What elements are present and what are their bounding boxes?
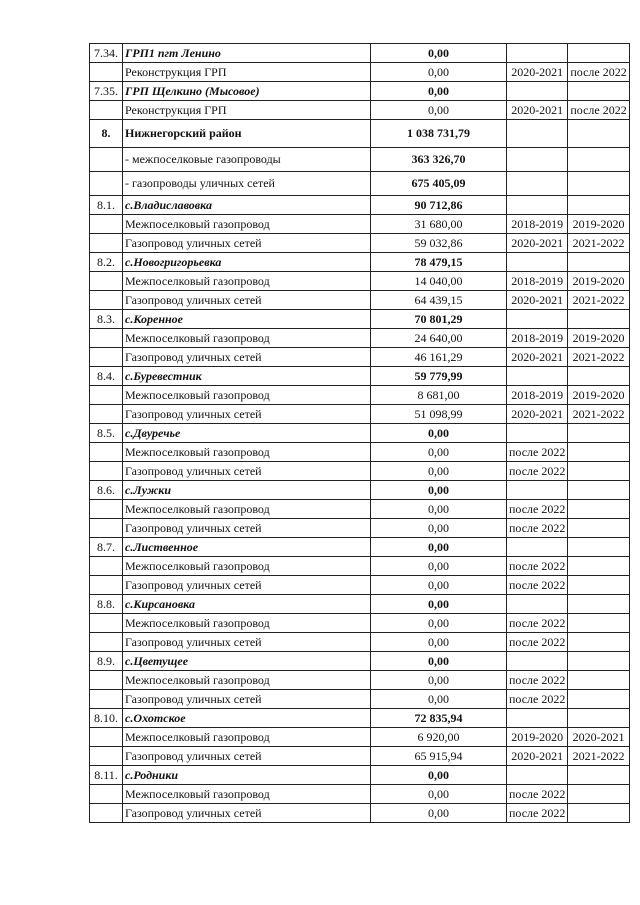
amount-cell: 0,00	[371, 614, 507, 633]
amount-cell: 0,00	[371, 785, 507, 804]
row-number-cell: 8.9.	[90, 652, 123, 671]
end-period-cell	[568, 652, 629, 671]
row-number-cell	[90, 728, 123, 747]
amount-cell: 24 640,00	[371, 329, 507, 348]
amount-cell: 0,00	[371, 804, 507, 823]
row-number-cell: 8.11.	[90, 766, 123, 785]
table-row	[90, 101, 630, 120]
row-number-cell: 8.	[90, 120, 123, 148]
start-period-cell: 2020-2021	[507, 234, 568, 253]
table-row	[90, 405, 630, 424]
row-number-cell: 8.5.	[90, 424, 123, 443]
item-name-cell: ГРП1 пгт Ленино	[123, 44, 371, 63]
start-period-cell	[507, 82, 568, 101]
item-name-cell: Реконструкция ГРП	[123, 63, 371, 82]
item-name-cell: Межпоселковый газопровод	[123, 215, 371, 234]
amount-cell: 72 835,94	[371, 709, 507, 728]
end-period-cell: 2021-2022	[568, 291, 629, 310]
start-period-cell: 2020-2021	[507, 747, 568, 766]
section-row	[90, 424, 630, 443]
amount-cell: 0,00	[371, 671, 507, 690]
amount-cell: 0,00	[371, 500, 507, 519]
row-number-cell: 8.10.	[90, 709, 123, 728]
table-row	[90, 443, 630, 462]
item-name-cell: - межпоселковые газопроводы	[123, 148, 371, 172]
end-period-cell	[568, 443, 629, 462]
amount-cell: 51 098,99	[371, 405, 507, 424]
item-name-cell: Межпоселковый газопровод	[123, 386, 371, 405]
row-number-cell	[90, 671, 123, 690]
table-row	[90, 215, 630, 234]
end-period-cell	[568, 82, 629, 101]
start-period-cell: после 2022	[507, 614, 568, 633]
amount-cell: 0,00	[371, 690, 507, 709]
amount-cell: 14 040,00	[371, 272, 507, 291]
row-number-cell	[90, 272, 123, 291]
end-period-cell: 2021-2022	[568, 405, 629, 424]
amount-cell: 0,00	[371, 481, 507, 500]
amount-cell: 0,00	[371, 101, 507, 120]
amount-cell: 90 712,86	[371, 196, 507, 215]
table-row	[90, 500, 630, 519]
start-period-cell	[507, 538, 568, 557]
end-period-cell	[568, 557, 629, 576]
end-period-cell	[568, 148, 629, 172]
row-number-cell	[90, 576, 123, 595]
table-row	[90, 172, 630, 196]
amount-cell: 59 779,99	[371, 367, 507, 386]
item-name-cell: Газопровод уличных сетей	[123, 462, 371, 481]
table-row	[90, 63, 630, 82]
amount-cell: 0,00	[371, 576, 507, 595]
amount-cell: 0,00	[371, 766, 507, 785]
row-number-cell: 7.35.	[90, 82, 123, 101]
start-period-cell	[507, 120, 568, 148]
row-number-cell	[90, 557, 123, 576]
table-row	[90, 747, 630, 766]
end-period-cell	[568, 172, 629, 196]
start-period-cell	[507, 481, 568, 500]
row-number-cell: 8.7.	[90, 538, 123, 557]
section-row	[90, 481, 630, 500]
end-period-cell	[568, 633, 629, 652]
item-name-cell: с.Кирсановка	[123, 595, 371, 614]
start-period-cell: после 2022	[507, 671, 568, 690]
end-period-cell: 2021-2022	[568, 348, 629, 367]
end-period-cell	[568, 310, 629, 329]
start-period-cell	[507, 595, 568, 614]
table-row	[90, 148, 630, 172]
item-name-cell: Межпоселковый газопровод	[123, 443, 371, 462]
item-name-cell: Газопровод уличных сетей	[123, 690, 371, 709]
row-number-cell	[90, 386, 123, 405]
start-period-cell: после 2022	[507, 804, 568, 823]
amount-cell: 65 915,94	[371, 747, 507, 766]
amount-cell: 78 479,15	[371, 253, 507, 272]
row-number-cell: 8.3.	[90, 310, 123, 329]
end-period-cell	[568, 481, 629, 500]
start-period-cell: после 2022	[507, 576, 568, 595]
row-number-cell: 8.8.	[90, 595, 123, 614]
end-period-cell	[568, 709, 629, 728]
item-name-cell: Межпоселковый газопровод	[123, 785, 371, 804]
end-period-cell: 2019-2020	[568, 215, 629, 234]
end-period-cell: 2019-2020	[568, 329, 629, 348]
item-name-cell: Газопровод уличных сетей	[123, 348, 371, 367]
start-period-cell	[507, 310, 568, 329]
row-number-cell	[90, 614, 123, 633]
table-row	[90, 348, 630, 367]
row-number-cell	[90, 747, 123, 766]
start-period-cell: 2020-2021	[507, 291, 568, 310]
row-number-cell	[90, 690, 123, 709]
end-period-cell	[568, 538, 629, 557]
start-period-cell	[507, 172, 568, 196]
item-name-cell: Газопровод уличных сетей	[123, 804, 371, 823]
end-period-cell: после 2022	[568, 101, 629, 120]
item-name-cell: Газопровод уличных сетей	[123, 234, 371, 253]
item-name-cell: - газопроводы уличных сетей	[123, 172, 371, 196]
row-number-cell	[90, 348, 123, 367]
end-period-cell: 2019-2020	[568, 386, 629, 405]
section-row	[90, 652, 630, 671]
item-name-cell: с.Цветущее	[123, 652, 371, 671]
start-period-cell: после 2022	[507, 519, 568, 538]
start-period-cell: после 2022	[507, 500, 568, 519]
row-number-cell	[90, 500, 123, 519]
start-period-cell: после 2022	[507, 690, 568, 709]
start-period-cell: 2020-2021	[507, 101, 568, 120]
section-row	[90, 196, 630, 215]
item-name-cell: с.Охотское	[123, 709, 371, 728]
row-number-cell	[90, 291, 123, 310]
amount-cell: 0,00	[371, 519, 507, 538]
end-period-cell: 2021-2022	[568, 747, 629, 766]
section-row	[90, 538, 630, 557]
start-period-cell: 2020-2021	[507, 348, 568, 367]
end-period-cell: после 2022	[568, 63, 629, 82]
amount-cell: 0,00	[371, 652, 507, 671]
row-number-cell	[90, 405, 123, 424]
item-name-cell: Межпоселковый газопровод	[123, 500, 371, 519]
item-name-cell: Межпоселковый газопровод	[123, 557, 371, 576]
start-period-cell: 2018-2019	[507, 386, 568, 405]
item-name-cell: Нижнегорский район	[123, 120, 371, 148]
table-row	[90, 804, 630, 823]
row-number-cell: 8.4.	[90, 367, 123, 386]
table-row	[90, 234, 630, 253]
end-period-cell	[568, 120, 629, 148]
start-period-cell	[507, 196, 568, 215]
amount-cell: 0,00	[371, 462, 507, 481]
end-period-cell	[568, 367, 629, 386]
item-name-cell: Газопровод уличных сетей	[123, 747, 371, 766]
item-name-cell: Межпоселковый газопровод	[123, 671, 371, 690]
start-period-cell: после 2022	[507, 462, 568, 481]
start-period-cell: 2019-2020	[507, 728, 568, 747]
row-number-cell	[90, 519, 123, 538]
amount-cell: 0,00	[371, 595, 507, 614]
amount-cell: 8 681,00	[371, 386, 507, 405]
amount-cell: 31 680,00	[371, 215, 507, 234]
amount-cell: 0,00	[371, 557, 507, 576]
start-period-cell: 2018-2019	[507, 272, 568, 291]
row-number-cell	[90, 234, 123, 253]
item-name-cell: с.Буревестник	[123, 367, 371, 386]
row-number-cell	[90, 443, 123, 462]
section-row	[90, 82, 630, 101]
end-period-cell	[568, 804, 629, 823]
row-number-cell: 8.6.	[90, 481, 123, 500]
amount-cell: 70 801,29	[371, 310, 507, 329]
table-row	[90, 291, 630, 310]
start-period-cell: 2018-2019	[507, 329, 568, 348]
end-period-cell	[568, 253, 629, 272]
gas-pipeline-table	[89, 43, 630, 823]
table-body	[90, 44, 630, 823]
amount-cell: 64 439,15	[371, 291, 507, 310]
row-number-cell: 8.1.	[90, 196, 123, 215]
start-period-cell: после 2022	[507, 785, 568, 804]
row-number-cell	[90, 63, 123, 82]
table-row	[90, 633, 630, 652]
row-number-cell	[90, 804, 123, 823]
table-row	[90, 557, 630, 576]
item-name-cell: с.Владиславовка	[123, 196, 371, 215]
amount-cell: 0,00	[371, 538, 507, 557]
end-period-cell	[568, 519, 629, 538]
end-period-cell: 2020-2021	[568, 728, 629, 747]
item-name-cell: с.Двуречье	[123, 424, 371, 443]
item-name-cell: с.Лужки	[123, 481, 371, 500]
row-number-cell	[90, 172, 123, 196]
row-number-cell	[90, 462, 123, 481]
row-number-cell	[90, 148, 123, 172]
item-name-cell: Газопровод уличных сетей	[123, 291, 371, 310]
amount-cell: 46 161,29	[371, 348, 507, 367]
end-period-cell	[568, 785, 629, 804]
row-number-cell	[90, 329, 123, 348]
table-row	[90, 614, 630, 633]
table-row	[90, 576, 630, 595]
section-row	[90, 595, 630, 614]
item-name-cell: Межпоселковый газопровод	[123, 329, 371, 348]
start-period-cell: 2018-2019	[507, 215, 568, 234]
start-period-cell	[507, 253, 568, 272]
start-period-cell	[507, 424, 568, 443]
section-row	[90, 310, 630, 329]
table-row	[90, 462, 630, 481]
start-period-cell: 2020-2021	[507, 405, 568, 424]
amount-cell: 0,00	[371, 63, 507, 82]
row-number-cell	[90, 215, 123, 234]
row-number-cell: 8.2.	[90, 253, 123, 272]
amount-cell: 59 032,86	[371, 234, 507, 253]
item-name-cell: ГРП Щелкино (Мысовое)	[123, 82, 371, 101]
item-name-cell: Межпоселковый газопровод	[123, 272, 371, 291]
end-period-cell	[568, 44, 629, 63]
start-period-cell: после 2022	[507, 557, 568, 576]
item-name-cell: Межпоселковый газопровод	[123, 614, 371, 633]
end-period-cell	[568, 196, 629, 215]
section-row	[90, 120, 630, 148]
end-period-cell	[568, 766, 629, 785]
item-name-cell: Газопровод уличных сетей	[123, 519, 371, 538]
end-period-cell	[568, 595, 629, 614]
start-period-cell	[507, 709, 568, 728]
end-period-cell	[568, 614, 629, 633]
table-row	[90, 671, 630, 690]
amount-cell: 0,00	[371, 443, 507, 462]
row-number-cell	[90, 633, 123, 652]
row-number-cell	[90, 101, 123, 120]
end-period-cell	[568, 576, 629, 595]
start-period-cell	[507, 367, 568, 386]
end-period-cell: 2021-2022	[568, 234, 629, 253]
amount-cell: 0,00	[371, 44, 507, 63]
section-row	[90, 44, 630, 63]
row-number-cell: 7.34.	[90, 44, 123, 63]
amount-cell: 0,00	[371, 82, 507, 101]
item-name-cell: с.Коренное	[123, 310, 371, 329]
item-name-cell: с.Лиственное	[123, 538, 371, 557]
start-period-cell	[507, 148, 568, 172]
end-period-cell	[568, 462, 629, 481]
amount-cell: 0,00	[371, 424, 507, 443]
amount-cell: 1 038 731,79	[371, 120, 507, 148]
end-period-cell: 2019-2020	[568, 272, 629, 291]
start-period-cell: после 2022	[507, 633, 568, 652]
item-name-cell: Реконструкция ГРП	[123, 101, 371, 120]
item-name-cell: Газопровод уличных сетей	[123, 576, 371, 595]
end-period-cell	[568, 671, 629, 690]
start-period-cell	[507, 652, 568, 671]
start-period-cell	[507, 44, 568, 63]
table-row	[90, 272, 630, 291]
amount-cell: 6 920,00	[371, 728, 507, 747]
table-row	[90, 386, 630, 405]
table-row	[90, 728, 630, 747]
table-row	[90, 329, 630, 348]
table-row	[90, 785, 630, 804]
start-period-cell: после 2022	[507, 443, 568, 462]
amount-cell: 675 405,09	[371, 172, 507, 196]
item-name-cell: Газопровод уличных сетей	[123, 633, 371, 652]
amount-cell: 363 326,70	[371, 148, 507, 172]
section-row	[90, 766, 630, 785]
end-period-cell	[568, 500, 629, 519]
end-period-cell	[568, 424, 629, 443]
start-period-cell: 2020-2021	[507, 63, 568, 82]
amount-cell: 0,00	[371, 633, 507, 652]
section-row	[90, 709, 630, 728]
table-row	[90, 519, 630, 538]
item-name-cell: Межпоселковый газопровод	[123, 728, 371, 747]
item-name-cell: с.Новогригорьевка	[123, 253, 371, 272]
row-number-cell	[90, 785, 123, 804]
item-name-cell: с.Родники	[123, 766, 371, 785]
table-row	[90, 690, 630, 709]
start-period-cell	[507, 766, 568, 785]
section-row	[90, 253, 630, 272]
item-name-cell: Газопровод уличных сетей	[123, 405, 371, 424]
section-row	[90, 367, 630, 386]
end-period-cell	[568, 690, 629, 709]
